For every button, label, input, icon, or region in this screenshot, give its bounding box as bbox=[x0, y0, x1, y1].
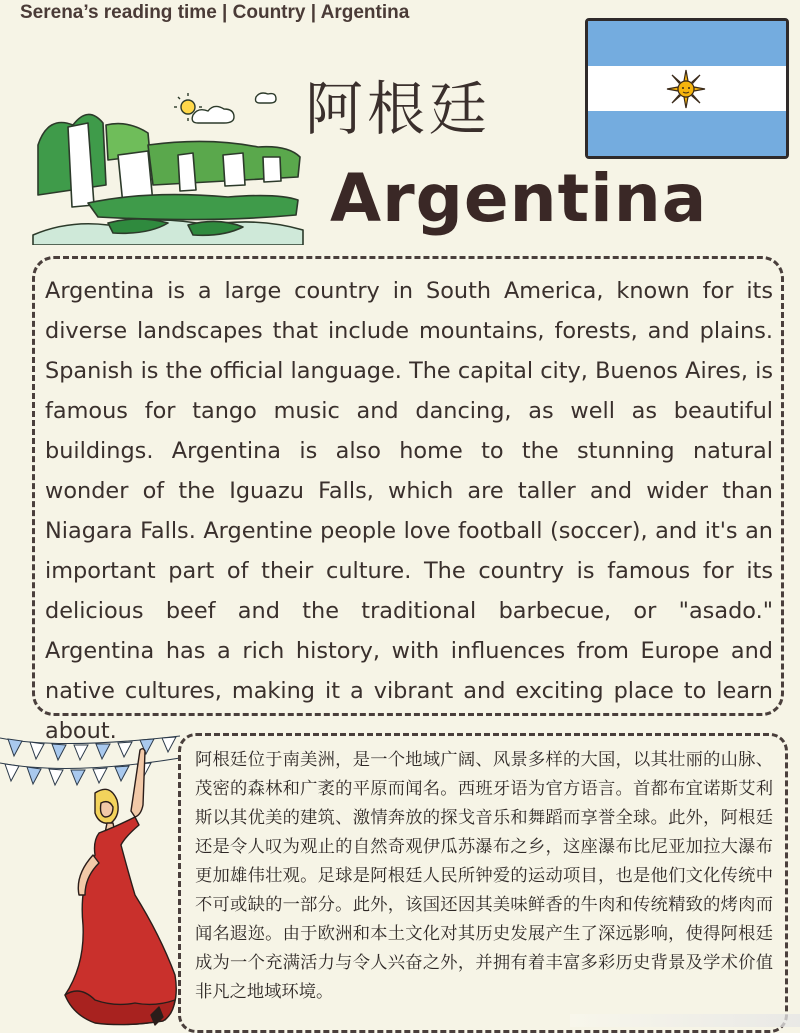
chinese-passage-box bbox=[178, 733, 788, 1033]
english-passage-text: Argentina is a large country in South America, known for its diverse landscapes that include mountains, forests, and plains. Spanish is the official language. The capital city, Buenos Aires, is famous for tango music and dancing, as well as beautiful buildings. Argentina is also home to the stunning natural wonder of the Iguazu Falls, which are taller and wider than Niagara Falls. Argentine people love football (soccer), and it's an important part of their culture. The country is famous for its delicious beef and the traditional barbecue, or "asado." Argentina has a rich history, with influences from Europe and native cultures, making it a vibrant and exciting place to learn about. bbox=[45, 278, 773, 744]
page-breadcrumb: Serena’s reading time | Country | Argentina bbox=[20, 2, 410, 23]
chinese-passage-text: 阿根廷位于南美洲，是一个地域广阔、风景多样的大国，以其壮丽的山脉、茂密的森林和广袤的平原而闻名。西班牙语为官方语言。首都布宜诺斯艾利斯以其优美的建筑、激情奔放的探戈音乐和舞蹈而享誉全球。此外，阿根廷还是令人叹为观止的自然奇观伊瓜苏瀑布之乡，这座瀑布比尼亚加拉大瀑布更加雄伟壮观。足球是阿根廷人民所钟爱的运动项目，也是他们文化传统中不可或缺的一部分。此外，该国还因其美味鲜香的牛肉和传统精致的烤肉而闻名遐迩。由于欧洲和本土文化对其历史发展产生了深远影响，使得阿根廷成为一个充满活力与令人兴奋之外，并拥有着丰富多彩历史背景及学术价值非凡之地域环境。 bbox=[195, 750, 773, 1002]
tango-dancer-illustration bbox=[55, 745, 195, 1027]
flag-top-stripe bbox=[588, 21, 786, 66]
sun-of-may-icon bbox=[666, 69, 706, 109]
argentina-flag-icon bbox=[585, 18, 789, 159]
flag-bottom-stripe bbox=[588, 111, 786, 156]
english-passage-box bbox=[32, 256, 784, 744]
iguazu-falls-illustration bbox=[28, 85, 308, 245]
page-title-chinese: 阿根廷 bbox=[305, 75, 492, 143]
watermark-strip bbox=[570, 1014, 800, 1027]
page-title-english: Argentina bbox=[330, 160, 708, 237]
